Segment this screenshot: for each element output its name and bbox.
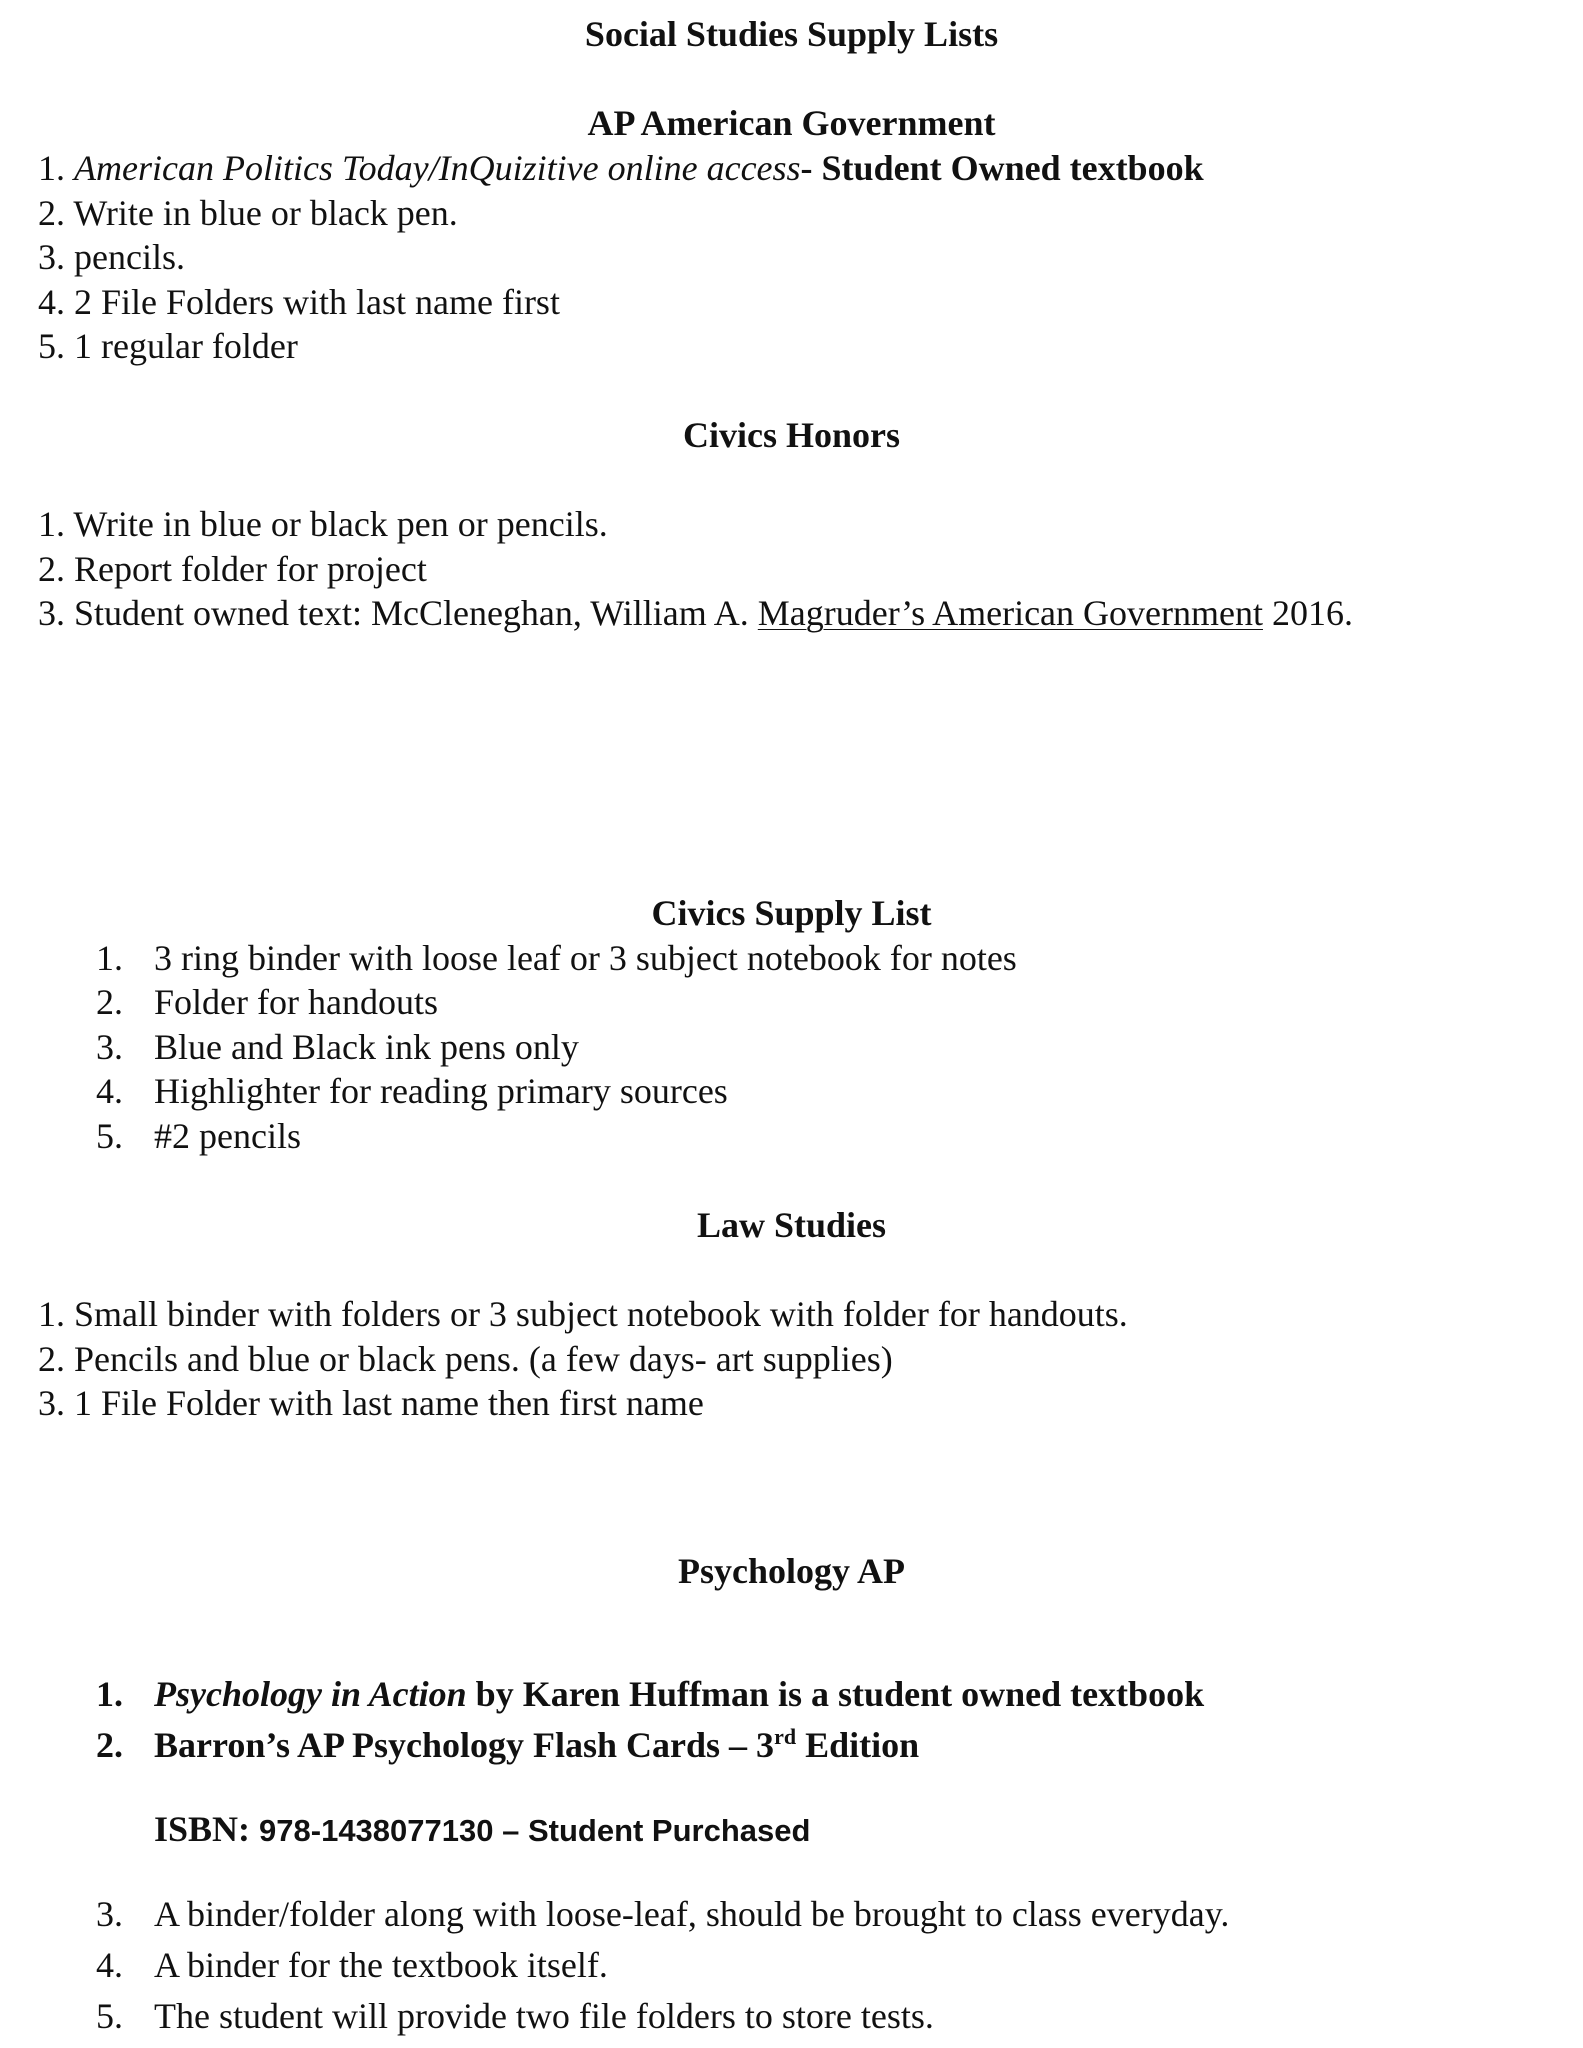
list-item-text: Write in blue or black pen or pencils. <box>73 504 608 544</box>
textbook-title: Magruder’s American Government <box>757 593 1263 633</box>
list-item <box>38 1292 1128 1336</box>
list-item <box>38 547 427 591</box>
list-number: 1. <box>38 504 65 544</box>
list-item <box>38 280 560 324</box>
list-number: 1. <box>96 1674 123 1714</box>
superscript: rd <box>774 1724 797 1749</box>
list-number: 2. <box>38 1339 65 1379</box>
list-number: 2. <box>96 982 123 1022</box>
list-item-text: 1 regular folder <box>74 326 298 366</box>
list-item <box>38 1381 704 1425</box>
list-item <box>96 1943 608 1987</box>
isbn-label: ISBN: <box>154 1809 260 1849</box>
section-heading-civics-honors: Civics Honors <box>682 415 900 455</box>
section-heading-psychology-ap: Psychology AP <box>677 1551 905 1591</box>
list-item-text: Pencils and blue or black pens. (a few days- art supplies) <box>74 1339 893 1379</box>
list-number: 4. <box>96 1071 123 1111</box>
list-item-text: by Karen Huffman is a student owned textbook <box>466 1674 1205 1714</box>
section-heading-law-studies: Law Studies <box>696 1205 887 1245</box>
list-number: 3. <box>96 1027 123 1067</box>
textbook-title: American Politics Today/InQuizitive online access <box>74 148 801 188</box>
list-number: 3. <box>38 1383 65 1423</box>
list-item <box>38 502 608 546</box>
list-item-text: - Student Owned textbook <box>800 148 1204 188</box>
list-item-text: 1 File Folder with last name then first name <box>74 1383 704 1423</box>
list-number: 1. <box>96 938 123 978</box>
list-item <box>96 1723 919 1767</box>
list-item-text: Barron’s AP Psychology Flash Cards – 3 <box>154 1725 775 1765</box>
list-item <box>96 1994 934 2038</box>
list-number: 5. <box>38 326 65 366</box>
list-number: 4. <box>96 1945 123 1985</box>
list-item-text: Edition <box>796 1725 920 1765</box>
list-item-text: Folder for handouts <box>154 982 438 1022</box>
list-item-text: A binder/folder along with loose-leaf, should be brought to class everyday. <box>154 1894 1230 1934</box>
list-item-text: A binder for the textbook itself. <box>154 1945 608 1985</box>
list-item <box>96 1025 579 1069</box>
list-item-text: 2 File Folders with last name first <box>74 282 560 322</box>
list-number: 2. <box>38 549 65 589</box>
list-item <box>96 1892 1229 1936</box>
list-item-text: Blue and Black ink pens only <box>154 1027 579 1067</box>
list-item <box>38 324 298 368</box>
list-item <box>96 1672 1204 1716</box>
list-item <box>38 591 1353 635</box>
list-number: 2. <box>96 1725 123 1765</box>
list-item <box>38 235 185 279</box>
textbook-title: Psychology in Action <box>154 1674 467 1714</box>
list-item <box>38 191 458 235</box>
list-item <box>96 1069 728 1113</box>
list-item-text: The student will provide two file folders to store tests. <box>154 1996 934 2036</box>
list-number: 1. <box>38 148 65 188</box>
list-item <box>96 936 1017 980</box>
list-item <box>96 980 438 1024</box>
list-number: 1. <box>38 1294 65 1334</box>
document-title: Social Studies Supply Lists <box>584 14 999 54</box>
list-item-text: 3 ring binder with loose leaf or 3 subject notebook for notes <box>154 938 1017 978</box>
isbn-line <box>154 1807 810 1853</box>
list-item-text: #2 pencils <box>154 1116 301 1156</box>
list-item <box>38 146 1204 190</box>
list-item <box>38 1337 893 1381</box>
list-number: 3. <box>96 1894 123 1934</box>
list-item-text: pencils. <box>74 237 185 277</box>
list-number: 4. <box>38 282 65 322</box>
list-number: 3. <box>38 593 65 633</box>
list-number: 2. <box>38 193 65 233</box>
section-heading-ap-gov: AP American Government <box>587 103 996 143</box>
list-item-text: Student owned text: McCleneghan, William A. <box>74 593 758 633</box>
list-number: 5. <box>96 1996 123 2036</box>
list-number: 3. <box>38 237 65 277</box>
section-heading-civics-supply: Civics Supply List <box>651 893 932 933</box>
list-item-text: Small binder with folders or 3 subject notebook with folder for handouts. <box>74 1294 1128 1334</box>
isbn-value: 978-1438077130 – Student Purchased <box>259 1813 811 1848</box>
list-item-text: Write in blue or black pen. <box>73 193 458 233</box>
list-item-text: Report folder for project <box>74 549 427 589</box>
list-item-text: 2016. <box>1262 593 1353 633</box>
list-item-text: Highlighter for reading primary sources <box>154 1071 728 1111</box>
list-item <box>96 1114 301 1158</box>
list-number: 5. <box>96 1116 123 1156</box>
